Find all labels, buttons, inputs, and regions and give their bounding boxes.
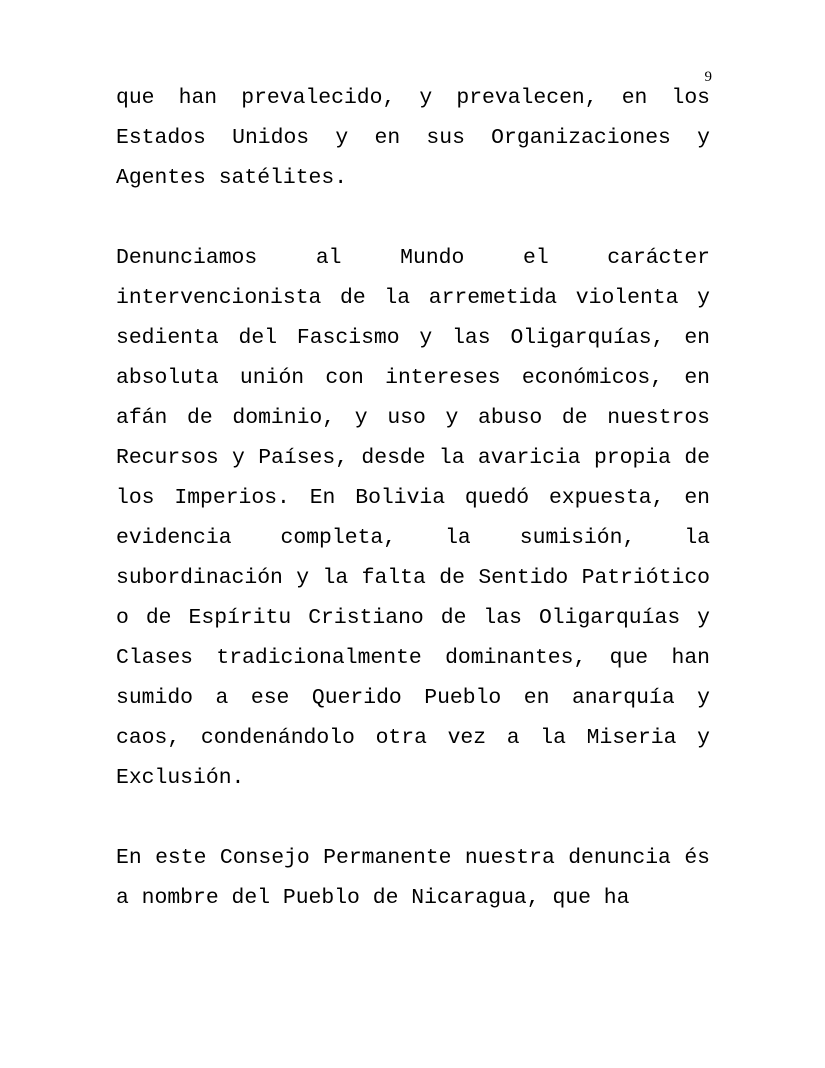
paragraph-continuation: que han prevalecido, y prevalecen, en los Estados Unidos y en sus Organizaciones y Agentes satélites. [116, 86, 710, 190]
paragraph-denunciation: Denunciamos al Mundo el carácter intervencionista de la arremetida violenta y sedienta del Fascismo y las Oligarquías, en absoluta unión con intereses económicos, en afán de dominio, y uso y abuso de nuestros Recursos y Países, desde la avaricia propia de los Imperios. En Bolivia quedó expuesta, en evidencia completa, la sumisión, la subordinación y la falta de Sentido Patriótico o de Espíritu Cristiano de las Oligarquías y Clases tradicionalmente dominantes, que han sumido a ese Querido Pueblo en anarquía y caos, condenándolo otra vez a la Miseria y Exclusión. [116, 246, 710, 790]
paragraph-council: En este Consejo Permanente nuestra denuncia és a nombre del Pueblo de Nicaragua, que ha [116, 846, 710, 910]
body-text [116, 78, 710, 958]
page-number: 9 [704, 69, 712, 85]
